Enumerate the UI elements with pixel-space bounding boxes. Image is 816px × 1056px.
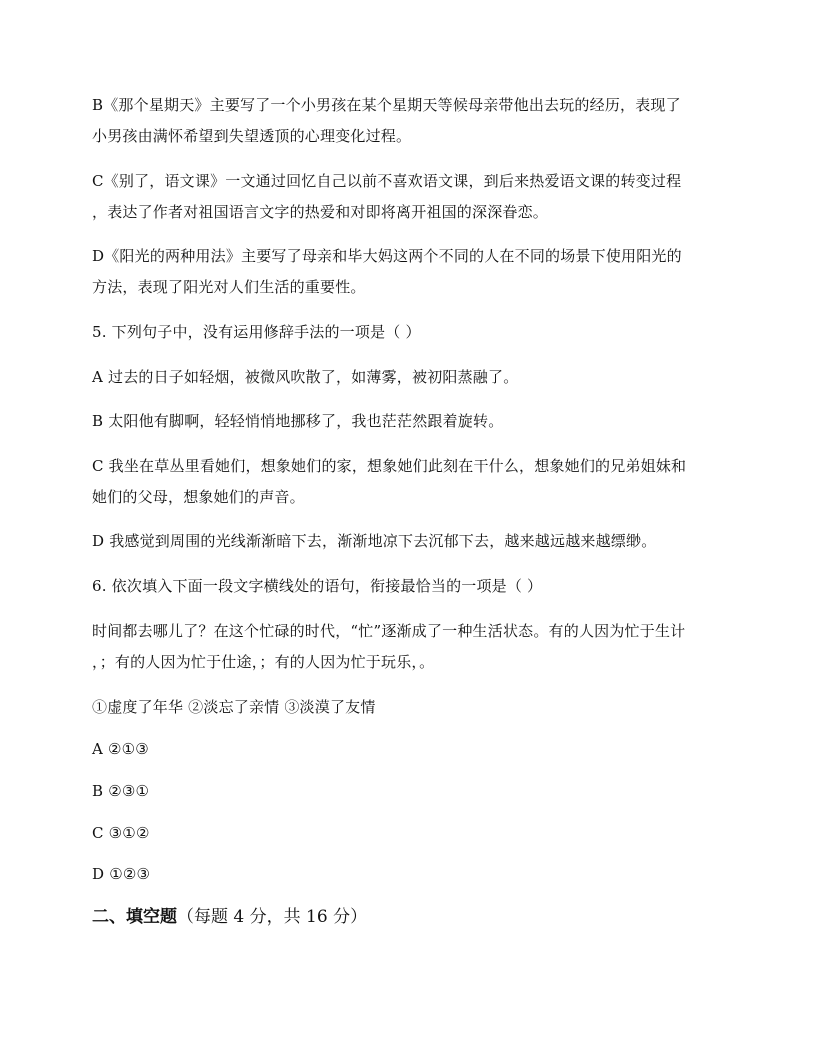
section-title: 二、填空题 <box>92 907 177 927</box>
q6-passage-line2: ，；有的人因为忙于仕途，；有的人因为忙于玩乐，。 <box>92 653 435 671</box>
q4-option-c-line1: C《别了，语文课》一文通过回忆自己以前不喜欢语文课，到后来热爱语文课的转变过程 <box>92 172 682 190</box>
q5-option-a: A 过去的日子如轻烟，被微风吹散了，如薄雾，被初阳蒸融了。 <box>92 368 519 386</box>
q6-option-d: D ①②③ <box>92 865 151 883</box>
q6-option-b: B ②③① <box>92 782 150 800</box>
q5-option-d: D 我感觉到周围的光线渐渐暗下去，渐渐地凉下去沉郁下去，越来越远越来越缥缈。 <box>92 532 657 550</box>
q4-option-b-line1: B《那个星期天》主要写了一个小男孩在某个星期天等候母亲带他出去玩的经历，表现了 <box>92 96 681 114</box>
q4-option-b-line2: 小男孩由满怀希望到失望透顶的心理变化过程。 <box>92 127 412 145</box>
q6-stem: 6. 依次填入下面一段文字横线处的语句，衔接最恰当的一项是（ ） <box>92 577 543 595</box>
section-heading <box>92 906 732 928</box>
q4-option-d-line2: 方法，表现了阳光对人们生活的重要性。 <box>92 278 366 296</box>
section-note: （每题 4 分，共 16 分） <box>177 907 368 927</box>
q5-option-c-line1: C 我坐在草丛里看她们，想象她们的家，想象她们此刻在干什么，想象她们的兄弟姐妹和 <box>92 457 687 475</box>
q6-option-c: C ③①② <box>92 824 150 842</box>
q5-stem: 5. 下列句子中，没有运用修辞手法的一项是（ ） <box>92 323 421 341</box>
q6-passage-line1: 时间都去哪儿了？在这个忙碌的时代，“忙”逐渐成了一种生活状态。有的人因为忙于生计 <box>92 622 686 640</box>
q6-choices: ①虚度了年华 ②淡忘了亲情 ③淡漠了友情 <box>92 698 376 716</box>
q5-option-c-line2: 她们的父母，想象她们的声音。 <box>92 488 305 506</box>
q6-option-a: A ②①③ <box>92 740 149 758</box>
q4-option-d-line1: D《阳光的两种用法》主要写了母亲和毕大妈这两个不同的人在不同的场景下使用阳光的 <box>92 247 682 265</box>
q4-option-c-line2: ，表达了作者对祖国语言文字的热爱和对即将离开祖国的深深眷恋。 <box>92 203 549 221</box>
q5-option-b: B 太阳他有脚啊，轻轻悄悄地挪移了，我也茫茫然跟着旋转。 <box>92 412 504 430</box>
